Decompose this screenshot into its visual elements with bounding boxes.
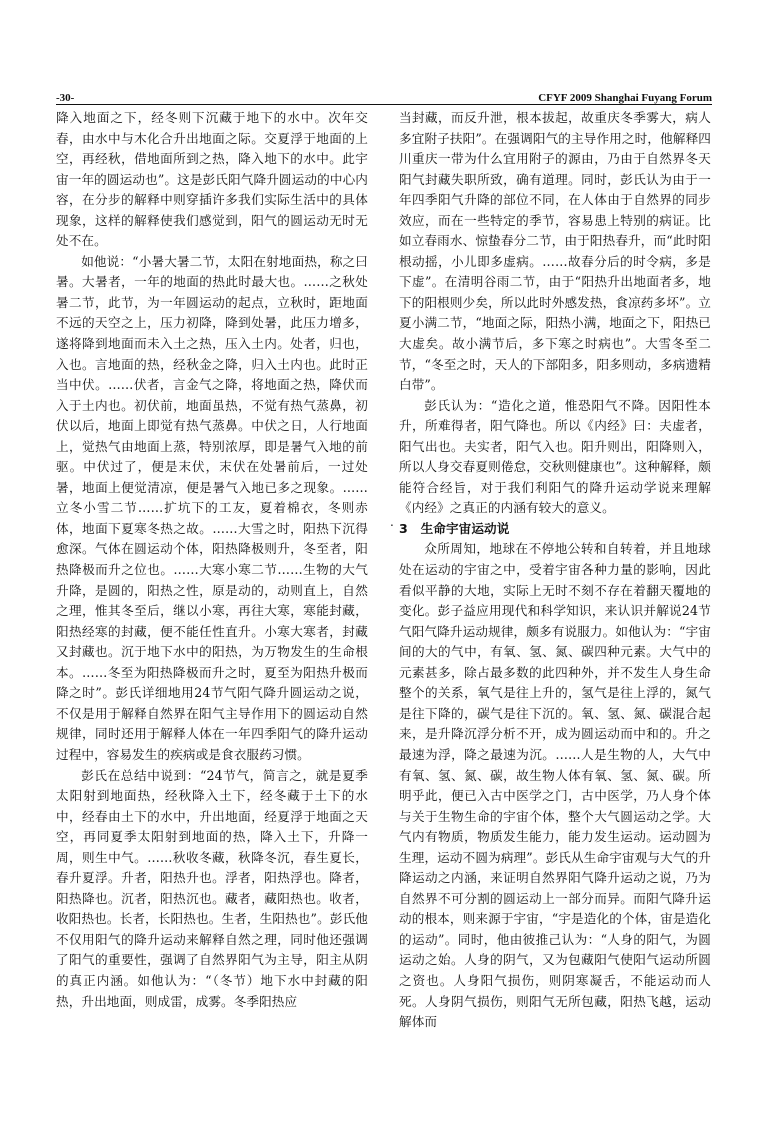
paragraph: 彭氏在总结中说到：“24节气，简言之，就是夏季太阳射到地面热，经秋降入土下，经冬藏于土下的水中，经春由土下的水中，升出地面，经夏浮于地面之天空，再同夏季太阳射到地面的热，降入土下，升降一周，则生中气。……秋收冬藏，秋降冬沉，春生夏长，春升夏浮。升者，阳热升也。浮者，阳热浮也。降者，阳热降也。沉者，阳热沉也。藏者，藏阳热也。收者，收阳热也。长者，长阳热也。生者，生阳热也”。彭氏他不仅用阳气的降升运动来解释自然之理，同时他还强调了阳气的重要性，强调了自然界阳气为主导，阳主从阴的真正内涵。如他认为：“（冬节）地下水中封藏的阳热，升出地面，则成雷，成雾。冬季阳热应 — [56, 767, 368, 1009]
paragraph: 彭氏认为：“造化之道，惟恐阳气不降。因阳性本升，所难得者，阳气降也。所以《内经》曰：夫虚者，阳气出也。夫实者，阳气入也。阳升则出，阳降则入，所以人身交春夏则倦怠，交秋则健康也”。这种解释，颇能符合经旨，对于我们利阳气的降升运动学说来理解《内经》之真正的内涵有较大的意义。 — [399, 397, 711, 516]
journal-title: CFYF 2009 Shanghai Fuyang Forum — [538, 92, 712, 104]
section-title: 生命宇宙运动说 — [420, 520, 510, 536]
right-column — [399, 108, 711, 1098]
paragraph: 降入地面之下，经冬则下沉藏于地下的水中。次年交春，由水中与木化合升出地面之际。交夏浮于地面的上空，再经秋，借地面所到之热，降入地下的水中。此宇宙一年的圆运动也”。这是彭氏阳气降升圆运动的中心内容，在分步的解释中则穿插许多我们实际生活中的具体现象，这样的解释使我们感觉到，阳气的圆运动无时无处不在。 — [56, 110, 368, 249]
paragraph: 如他说：“小暑大暑二节，太阳在射地面热，称之曰暑。大暑者，一年的地面的热此时最大也。……之秋处暑二节，此节，为一年圆运动的起点，立秋时，距地面不远的天空之上，压力初降，降到处暑，此压力增多，遂将降到地面而未入土之热，压入土内。处者，归也，入也。言地面的热，经秋金之降，归入土内也。此时正当中伏。……伏者，言金气之降，将地面之热，降伏而入于土内也。初伏前，地面虽热，不觉有热气蒸鼻，初伏以后，地面上即觉有热气蒸鼻。中伏之日，人行地面上，觉热气由地面上蒸，特别浓厚，即是暑气入地的前驱。中伏过了，便是末伏，末伏在处暑前后，一过处暑，地面上便觉清凉，便是暑气入地已多之现象。……立冬小雪二节……扩坑下的工友，夏着棉衣，冬则赤体，地面下夏寒冬热之故。……大雪之时，阳热下沉得愈深。气体在圆运动个体，阳热降极则升，冬至者，阳热降极而升之位也。……大寒小寒二节……生物的大气升降，是圆的，阳热之性，原是动的，动则直上，自然之理，惟其冬至后，继以小寒，再往大寒，寒能封藏，阳热经寒的封藏，便不能任性直升。小寒大寒者，封藏又封藏也。沉于地下水中的阳热，为万物发生的生命根本。……冬至为阳热降极而升之时，夏至为阳热升极而降之时”。彭氏详细地用24节气阳气降升圆运动之说，不仅是用于解释自然界在阳气主导作用下的圆运动自然规律，同时还用于解释人体在一年四季阳气的降升运动过程中，容易发生的疾病或是食衣服药习惯。 — [56, 253, 368, 762]
header-rule — [56, 104, 712, 105]
margin-mark: . — [390, 515, 394, 529]
running-header — [56, 88, 712, 104]
section-heading — [399, 519, 711, 540]
left-column — [56, 108, 368, 1098]
paragraph: 众所周知，地球在不停地公转和自转着，并且地球处在运动的宇宙之中，受着宇宙各种力量的影响，因此看似平静的大地，实际上无时不刻不存在着翻天覆地的变化。彭子益应用现代和科学知识，来认识并解说24节气阳气降升运动规律，颇多有说服力。如他认为：“宇宙间的大的气中，有氧、氢、氮、碳四种元素。大气中的元素甚多，除占最多数的此四种外，并不发生人身生命整个的关系，氧气是往上升的，氢气是往上浮的，氮气是往下降的，碳气是往下沉的。氧、氢、氮、碳混合起来，是升降沉浮分析不开，成为圆运动而中和的。升之最速为浮，降之最速为沉。……人是生物的人，大气中有氧、氢、氮、碳，故生物人体有氧、氢、氮、碳。所明乎此，便已入古中医学之门，古中医学，乃人身个体与关于生物生命的宇宙个体，整个大气圆运动之学。大气内有物质，物质发生能力，能力发生运动。运动圆为生理，运动不圆为病理”。彭氏从生命宇宙观与大气的升降运动之内涵，来证明自然界阳气降升运动之说，乃为自然界不可分割的圆运动上一部分而异。而阳气降升运动的根本，则来源于宇宙，“宇是造化的个体，宙是造化的运动”。同时，他由彼推己认为：“人身的阳气，为圆运动之始。人身的阴气，又为包藏阳气使阳气运动所圆之资也。人身阳气损伤，则阴寒凝舌，不能运动而人死。人身阴气损伤，则阳气无所包藏，阳热飞越，运动解体而 — [399, 541, 711, 1030]
page-number: -30- — [56, 92, 75, 104]
paragraph: 当封藏，而反升泄，根本拔起，故重庆冬季雾大，病人多宜附子扶阳”。在强调阳气的主导作用之时，他解释四川重庆一带为什么宜用附子的源由，乃由于自然界冬天阳气封藏失职所致，确有道理。同时，彭氏认为由于一年四季阳气升降的部位不同，在人体由于自然界的同步效应，而在一些特定的季节，容易患上特别的病证。比如立春雨水、惊蛰春分二节，由于阳热春升，而“此时阳根动摇，小儿即多虚病。……故春分后的时令病，多是下虚”。在清明谷雨二节，由于“阳热升出地面者多，地下的阳根则少矣，所以此时外感发热，食凉药多坏”。立夏小满二节，“地面之际，阳热小满，地面之下，阳热已大虚矣。故小满节后，多下寒之时病也”。大雪冬至二节，“冬至之时，天人的下部阳多，阳多则动，多病遗精白带”。 — [399, 110, 711, 393]
section-number: 3 — [399, 520, 408, 536]
